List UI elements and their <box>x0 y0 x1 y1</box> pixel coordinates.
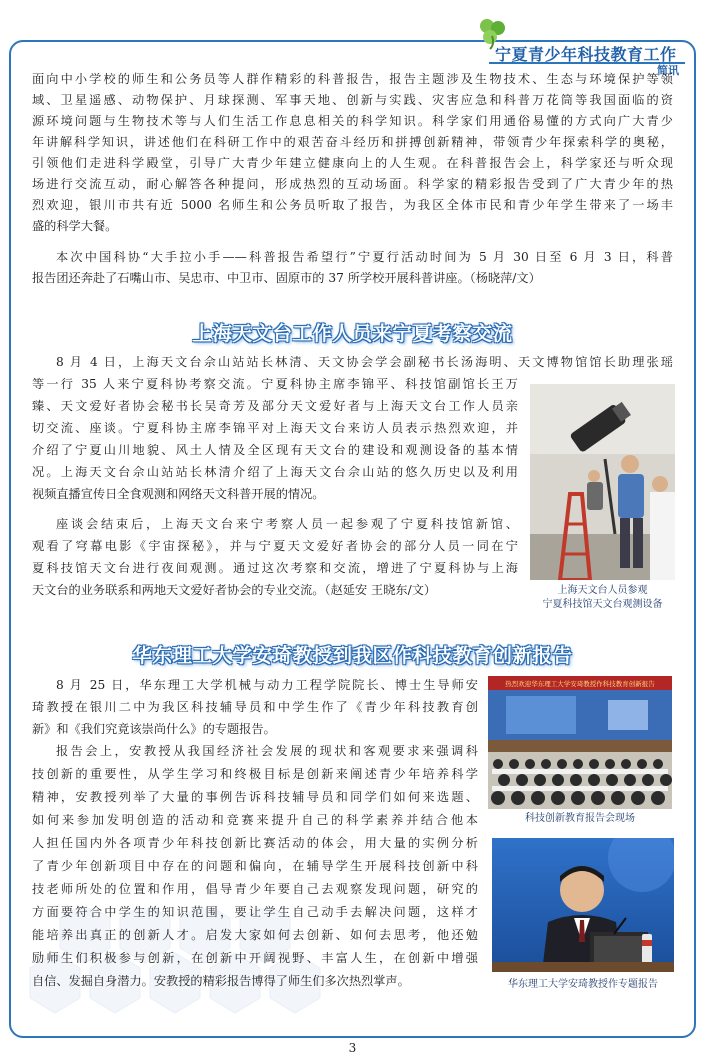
header-title: 宁夏青少年科技教育工作 <box>495 45 677 64</box>
intro-line: 年讲解科学知识，讲述他们在科研工作中的艰苦奋斗经历和拼搏创新精神，带领青少年探索科学的奥秘， <box>32 135 673 149</box>
article2-para2-line: 报告会上，安教授从我国经济社会发展的现状和客观要求来强调科 <box>56 744 478 758</box>
lecture-banner-text: 热烈欢迎华东理工大学安琦教授作科技教育创新报告 <box>505 680 655 688</box>
intro-line: 域、卫星遥感、动物保护、月球探测、军事天地、创新与实践、灾害应急和科普万花筒等我国面临的资 <box>32 93 673 107</box>
article2-para2-line: 如何来参加发明创造的活动和竞赛来提升自己的科学素养并结合他本 <box>32 813 478 827</box>
article1-line: 切交流、座谈。宁夏科协主席李锦平对上海天文台来访人员表示热烈欢迎，并 <box>32 421 518 435</box>
article1-para2-line: 天文台的业务联系和两地天文爱好者协会的专业交流。（赵延安 王晓东/文） <box>32 583 437 597</box>
article1-line: 臻、天文爱好者协会秘书长吴奇芳及部分天文爱好者与上海天文台工作人员亲 <box>32 399 518 413</box>
article2-line: 琦教授在银川二中为我区科技辅导员和中学生作了《青少年科技教育创 <box>32 700 478 714</box>
intro-para2-line: 本次中国科协“大手拉小手——科普报告希望行”宁夏行活动时间为 5 月 30 日至 6 月 3 日，科普 <box>56 250 673 264</box>
intro-line: 场进行交流互动，耐心解答各种提问，形成热烈的互动场面。科学家的精彩报告受到了广大青少年的热 <box>32 177 673 191</box>
article2-para2-line: 技创新的重要性，从学生学习和终极目标是创新来阐述青少年培养科学 <box>32 767 478 781</box>
header-subtitle: 简讯 <box>657 64 679 77</box>
article1-line: 等一行 35 人来宁夏科协考察交流。宁夏科协主席李锦平、科技馆副馆长王万 <box>32 377 518 391</box>
article1-line: 介绍了宁夏山川地貌、风土人情及全区现有天文台的建设和观测设备的基本情 <box>32 443 518 457</box>
intro-line: 面向中小学校的师生和公务员等人群作精彩的科普报告，报告主题涉及生物技术、生态与环境保护等领 <box>32 72 673 86</box>
intro-para2-line: 报告团还奔赴了石嘴山市、吴忠市、中卫市、固原市的 37 所学校开展科普讲座。（杨晓萍/文） <box>32 271 541 285</box>
speaker-caption: 华东理工大学安琦教授作专题报告 <box>508 979 658 990</box>
intro-line: 引领他们走进科学殿堂，引导广大青少年建立健康向上的人生观。在科普报告会上，科学家还与听众现 <box>32 156 673 170</box>
intro-line: 盛的科学大餐。 <box>32 219 118 233</box>
article1-line: 8 月 4 日，上海天文台佘山站站长林清、天文协会学会副秘书长汤海明、天文博物馆馆长助理张瑶 <box>56 355 673 369</box>
article2-para2-line: 技老师所处的位置和作用，倡导青少年要自己去观察发现问题，研究的 <box>32 882 478 896</box>
lecture-hall-photo <box>488 676 672 809</box>
article1-para2-line: 观看了穹幕电影《宇宙探秘》，并与宁夏天文爱好者协会的部分人员一同在宁 <box>32 539 518 553</box>
header-badge <box>475 14 693 77</box>
article2-para2-line: 自信、发掘自身潜力。安教授的精彩报告博得了师生们多次热烈掌声。 <box>32 974 410 988</box>
article1-para2-line: 夏科技馆天文台进行夜间观测。通过这次考察和交流，增进了宁夏科协与上海 <box>32 561 518 575</box>
article2-para2-line: 励师生们积极参与创新，在创新中开阔视野、丰富人生，在创新中增强 <box>32 951 478 965</box>
intro-line: 烈欢迎，银川市共有近 5000 名师生和公务员听取了报告，为我区全体市民和青少年学生带来了一场丰 <box>32 198 673 212</box>
article1-line: 视频直播宣传日全食观测和网络天文科普开展的情况。 <box>32 487 325 501</box>
observatory-photo <box>530 384 675 580</box>
article1-line: 况。上海天文台佘山站站长林清介绍了上海天文台佘山站的悠久历史以及利用 <box>32 465 518 479</box>
article2-para2-line: 精神，安教授列举了大量的事例告诉科技辅导员和同学们如何来选题、 <box>32 790 478 804</box>
page-number: 3 <box>348 1041 357 1055</box>
article2-line: 8 月 25 日，华东理工大学机械与动力工程学院院长、博士生导师安 <box>56 678 478 692</box>
article2-para2-line: 能培养出真正的创新人才。启发大家如何去创新、如何去思考，他还勉 <box>32 928 478 942</box>
article2-para2-line: 方面要符合中学生的知识范围，要让学生自己动手去解决问题，这样才 <box>32 905 478 919</box>
header-title-box <box>489 40 685 64</box>
observatory-caption-line: 宁夏科技馆天文台观测设备 <box>542 599 663 610</box>
article2-para2-line: 了青少年创新项目中存在的问题和偏向，在辅导学生开展科技创新中科 <box>32 859 478 873</box>
article2-para2-line: 人担任国内外各项青少年科技创新比赛活动的体会，用大量的实例分析 <box>32 836 478 850</box>
article2-line: 新》和《我们究竟该崇尚什么》的专题报告。 <box>32 722 276 736</box>
speaker-photo <box>492 838 674 972</box>
article1-headline: 上海天文台工作人员来宁夏考察交流 <box>192 322 513 345</box>
lecture-hall-caption: 科技创新教育报告会现场 <box>525 813 635 824</box>
article2-headline: 华东理工大学安琦教授到我区作科技教育创新报告 <box>132 644 573 667</box>
article1-para2-line: 座谈会结束后，上海天文台来宁考察人员一起参观了宁夏科技馆新馆、 <box>56 517 518 531</box>
observatory-caption <box>530 584 675 612</box>
intro-line: 源环境问题与生物技术等与人们生活工作息息相关的科学知识。科学家们用通俗易懂的方式向广大青少 <box>32 114 673 128</box>
observatory-caption-line: 上海天文台人员参观 <box>557 585 648 596</box>
